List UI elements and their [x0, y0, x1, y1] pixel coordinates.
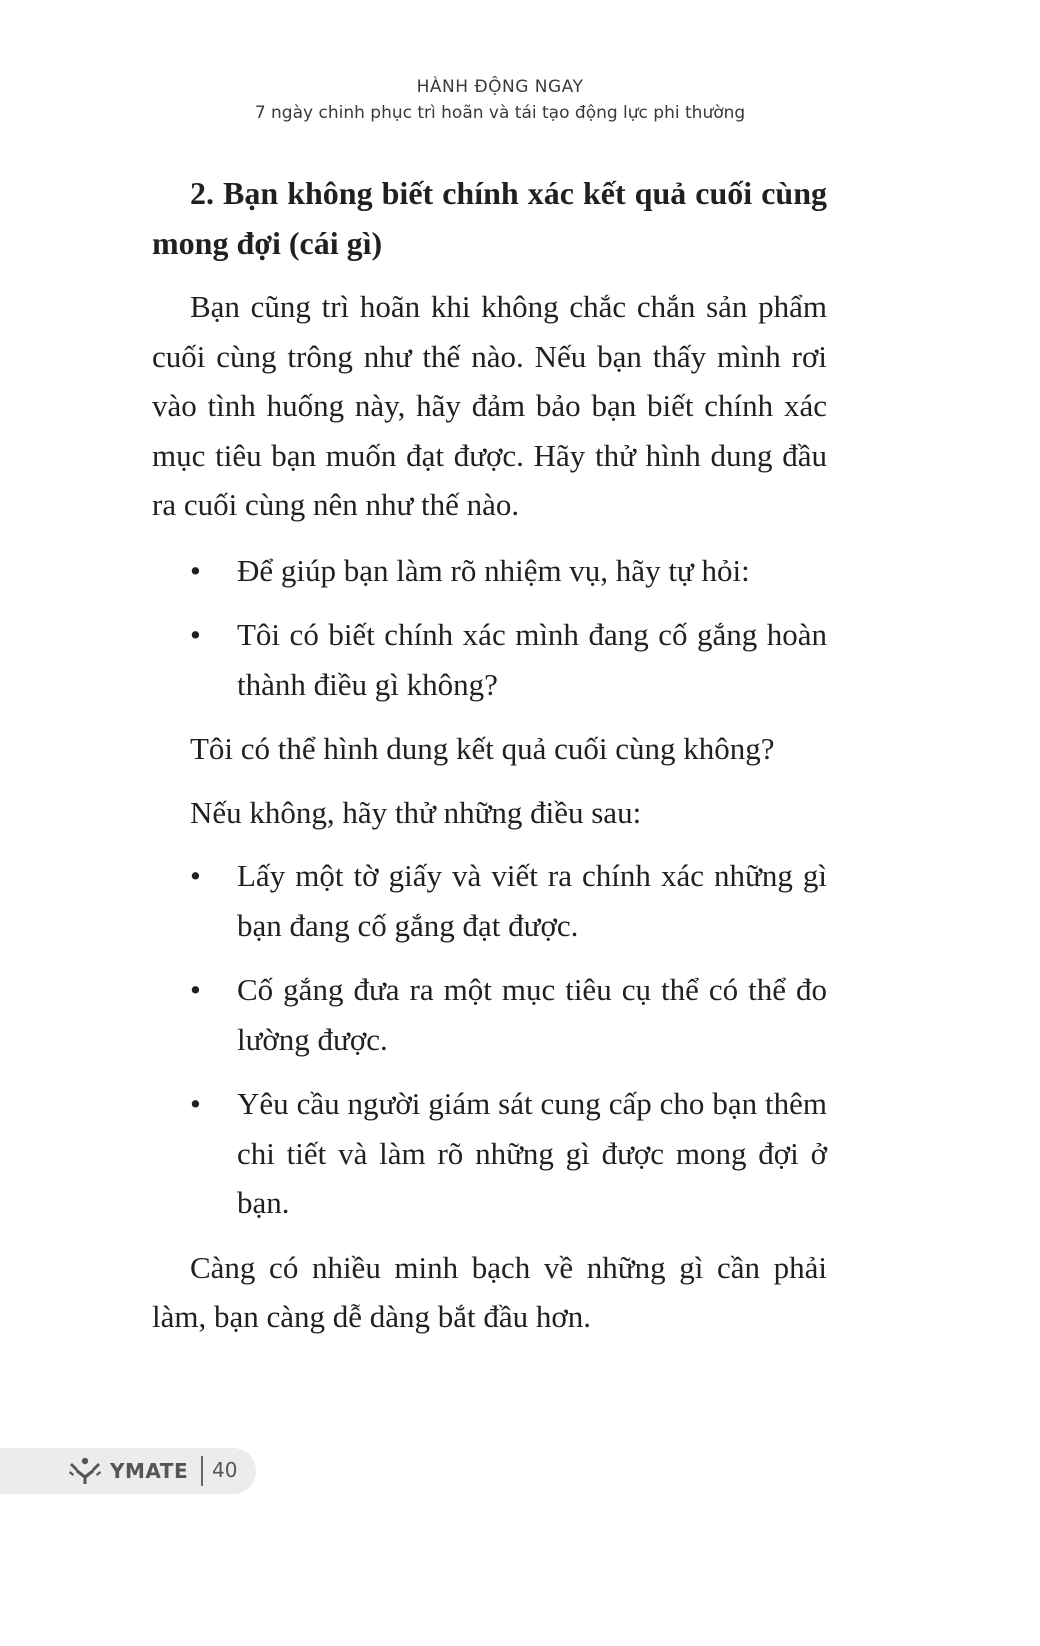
- running-header: [0, 74, 1000, 126]
- question-paragraph: Tôi có thể hình dung kết quả cuối cùng không?: [190, 731, 775, 766]
- bullet-icon: •: [190, 972, 201, 1007]
- list-item-text: Tôi có biết chính xác mình đang cố gắng hoàn thành điều gì không?: [237, 617, 827, 702]
- footer-divider: [201, 1456, 203, 1486]
- list-item: [152, 610, 827, 709]
- closing-paragraph: Càng có nhiều minh bạch về những gì cần phải làm, bạn càng dễ dàng bắt đầu hơn.: [152, 1249, 827, 1334]
- list-item-text: Lấy một tờ giấy và viết ra chính xác những gì bạn đang cố gắng đạt được.: [237, 858, 827, 943]
- brand-name: YMATE: [110, 1459, 189, 1483]
- book-title: HÀNH ĐỘNG NGAY: [416, 77, 584, 97]
- list-item-text: Cố gắng đưa ra một mục tiêu cụ thể có thể đo lường được.: [237, 972, 827, 1057]
- intro-paragraph: Bạn cũng trì hoãn khi không chắc chắn sản phẩm cuối cùng trông như thế nào. Nếu bạn thấy mình rơi vào tình huống này, hãy đảm bảo bạn biết chính xác mục tiêu bạn muốn đạt được. Hãy thử hình dung đầu ra cuối cùng nên như thế nào.: [152, 289, 827, 522]
- bullet-list-actions: [152, 851, 827, 1228]
- list-item-text: Yêu cầu người giám sát cung cấp cho bạn thêm chi tiết và làm rõ những gì được mong đợi ở bạn.: [237, 1086, 827, 1220]
- book-subtitle: 7 ngày chinh phục trì hoãn và tái tạo động lực phi thường: [254, 103, 746, 123]
- list-item: [152, 851, 827, 950]
- section-heading: 2. Bạn không biết chính xác kết quả cuối cùng mong đợi (cái gì): [152, 175, 827, 261]
- bullet-list-questions: [152, 546, 827, 710]
- bullet-icon: •: [190, 1086, 201, 1121]
- ymate-logo-icon: [68, 1457, 102, 1489]
- list-item: [152, 965, 827, 1064]
- list-item: [152, 1079, 827, 1228]
- page-number: 40: [212, 1458, 238, 1482]
- page-footer: [0, 1448, 256, 1494]
- page-body: [152, 168, 827, 1358]
- if-not-paragraph: Nếu không, hãy thử những điều sau:: [190, 794, 642, 830]
- list-item: [152, 546, 827, 596]
- bullet-icon: •: [190, 858, 201, 893]
- bullet-icon: •: [190, 552, 201, 588]
- list-item-text: Để giúp bạn làm rõ nhiệm vụ, hãy tự hỏi:: [237, 552, 750, 588]
- bullet-icon: •: [190, 617, 201, 652]
